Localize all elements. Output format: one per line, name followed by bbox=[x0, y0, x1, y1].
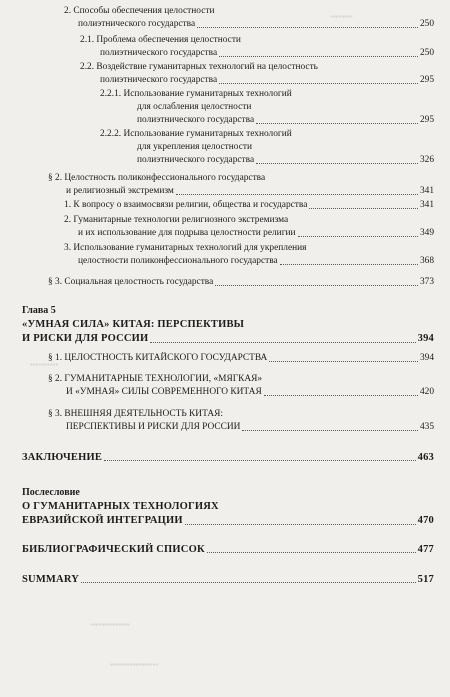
toc-chapter5-par1[interactable] bbox=[48, 352, 434, 365]
toc-entry-text: ЗАКЛЮЧЕНИЕ bbox=[22, 452, 103, 463]
page-number: 295 bbox=[419, 75, 434, 85]
page-number: 341 bbox=[419, 200, 434, 210]
toc-entry-text: полиэтнического государства bbox=[137, 155, 255, 165]
leader-dots bbox=[176, 194, 418, 195]
toc-entry-text: § 2. ГУМАНИТАРНЫЕ ТЕХНОЛОГИИ, «МЯГКАЯ» bbox=[48, 374, 263, 384]
page-number: 517 bbox=[417, 574, 434, 585]
toc-entry-text: 2.2.2. Использование гуманитарных технологий bbox=[100, 129, 292, 139]
toc-entry-2-2-2[interactable] bbox=[100, 128, 434, 167]
leader-dots bbox=[256, 163, 418, 164]
toc-entry-text: И «УМНАЯ» СИЛЫ СОВРЕМЕННОГО КИТАЯ bbox=[66, 387, 262, 397]
leader-dots bbox=[104, 460, 416, 461]
leader-dots bbox=[256, 123, 418, 124]
leader-dots bbox=[150, 342, 415, 343]
toc-entry-text: § 3. ВНЕШНЯЯ ДЕЯТЕЛЬНОСТЬ КИТАЯ: bbox=[48, 409, 223, 419]
toc-entry-text: полиэтнического государства bbox=[78, 19, 196, 29]
leader-dots bbox=[242, 430, 418, 431]
toc-entry-text: полиэтнического государства bbox=[100, 75, 218, 85]
leader-dots bbox=[81, 582, 416, 583]
page-number: 295 bbox=[419, 115, 434, 125]
leader-dots bbox=[219, 56, 418, 57]
page-number: 435 bbox=[419, 422, 434, 432]
chapter-title: И РИСКИ ДЛЯ РОССИИ bbox=[22, 333, 149, 344]
leader-dots bbox=[309, 208, 418, 209]
toc-entry-par2-2[interactable] bbox=[64, 214, 434, 240]
toc-entry-text: целостности поликонфессионального государства bbox=[78, 256, 278, 266]
leader-dots bbox=[185, 524, 416, 525]
toc-entry-par2-3[interactable] bbox=[64, 242, 434, 268]
toc-entry-text: 3. Использование гуманитарных технологий для укрепления bbox=[64, 243, 307, 253]
leader-dots bbox=[215, 285, 418, 286]
toc-chapter5-par2[interactable] bbox=[48, 373, 434, 399]
leader-dots bbox=[298, 236, 418, 237]
toc-paragraph-2[interactable] bbox=[48, 172, 434, 198]
chapter-label: Глава 5 bbox=[22, 305, 56, 316]
leader-dots bbox=[269, 361, 418, 362]
page-number: 368 bbox=[419, 256, 434, 266]
show-through-mark: ▪▪▪▪▪▪▪▪▪▪ bbox=[30, 360, 59, 369]
page-number: 463 bbox=[417, 452, 434, 463]
toc-entry-text: § 1. ЦЕЛОСТНОСТЬ КИТАЙСКОГО ГОСУДАРСТВА bbox=[48, 353, 268, 363]
page-number: 250 bbox=[419, 19, 434, 29]
page-number: 420 bbox=[419, 387, 434, 397]
page-number: 470 bbox=[417, 515, 434, 526]
toc-entry-text: полиэтнического государства bbox=[137, 115, 255, 125]
afterword-label: Послесловие bbox=[22, 487, 80, 498]
toc-entry-text: ПЕРСПЕКТИВЫ И РИСКИ ДЛЯ РОССИИ bbox=[66, 422, 241, 432]
page-number: 477 bbox=[417, 544, 434, 555]
toc-entry-2-1[interactable] bbox=[80, 34, 434, 60]
toc-entry-2-2-1[interactable] bbox=[100, 88, 434, 127]
show-through-mark: ▪▪▪▪▪▪▪▪▪▪▪▪▪▪ bbox=[90, 620, 130, 629]
page-number: 326 bbox=[419, 155, 434, 165]
toc-afterword[interactable] bbox=[22, 500, 434, 528]
chapter-title: О ГУМАНИТАРНЫХ ТЕХНОЛОГИЯХ bbox=[22, 501, 219, 512]
toc-entry-par2-1[interactable] bbox=[64, 199, 434, 212]
leader-dots bbox=[219, 83, 418, 84]
toc-entry-text: и религиозный экстремизм bbox=[66, 186, 174, 196]
page-number: 394 bbox=[419, 353, 434, 363]
leader-dots bbox=[197, 27, 418, 28]
toc-chapter5-par3[interactable] bbox=[48, 408, 434, 434]
leader-dots bbox=[264, 395, 418, 396]
toc-entry-text: полиэтнического государства bbox=[100, 48, 218, 58]
chapter-title: «УМНАЯ СИЛА» КИТАЯ: ПЕРСПЕКТИВЫ bbox=[22, 319, 245, 330]
page-number: 394 bbox=[417, 333, 434, 344]
leader-dots bbox=[280, 264, 418, 265]
toc-entry-text: 2.2. Воздействие гуманитарных технологий на целостность bbox=[80, 62, 318, 72]
toc-entry-2[interactable] bbox=[64, 5, 434, 31]
toc-entry-text: для укрепления целостности bbox=[137, 142, 252, 152]
chapter-title: ЕВРАЗИЙСКОЙ ИНТЕГРАЦИИ bbox=[22, 515, 183, 526]
page-number: 349 bbox=[419, 228, 434, 238]
toc-summary[interactable] bbox=[22, 573, 434, 586]
toc-entry-text: 2. Гуманитарные технологии религиозного экстремизма bbox=[64, 215, 289, 225]
toc-entry-text: 2.2.1. Использование гуманитарных технологий bbox=[100, 89, 292, 99]
toc-entry-text: и их использование для подрыва целостности религии bbox=[78, 228, 296, 238]
page-number: 341 bbox=[419, 186, 434, 196]
toc-entry-text: SUMMARY bbox=[22, 574, 80, 585]
toc-entry-text: § 2. Целостность поликонфессионального государства bbox=[48, 173, 266, 183]
toc-chapter-5[interactable] bbox=[22, 318, 434, 346]
leader-dots bbox=[207, 552, 416, 553]
toc-entry-text: 1. К вопросу о взаимосвязи религии, общества и государства bbox=[64, 200, 308, 210]
toc-conclusion[interactable] bbox=[22, 451, 434, 464]
toc-paragraph-3[interactable] bbox=[48, 276, 434, 289]
page-number: 373 bbox=[419, 277, 434, 287]
toc-entry-text: БИБЛИОГРАФИЧЕСКИЙ СПИСОК bbox=[22, 544, 205, 555]
page-number: 250 bbox=[419, 48, 434, 58]
toc-entry-text: для ослабления целостности bbox=[137, 102, 252, 112]
toc-entry-text: 2.1. Проблема обеспечения целостности bbox=[80, 35, 241, 45]
toc-bibliography[interactable] bbox=[22, 543, 434, 556]
show-through-mark: ▪▪▪▪▪▪▪▪▪▪▪▪▪▪▪▪▪ bbox=[110, 660, 159, 669]
show-through-mark: ▪▪▪▪▪▪▪▪ bbox=[330, 12, 353, 21]
toc-entry-text: § 3. Социальная целостность государства bbox=[48, 277, 214, 287]
toc-entry-2-2[interactable] bbox=[80, 61, 434, 87]
toc-entry-text: 2. Способы обеспечения целостности bbox=[64, 6, 215, 16]
